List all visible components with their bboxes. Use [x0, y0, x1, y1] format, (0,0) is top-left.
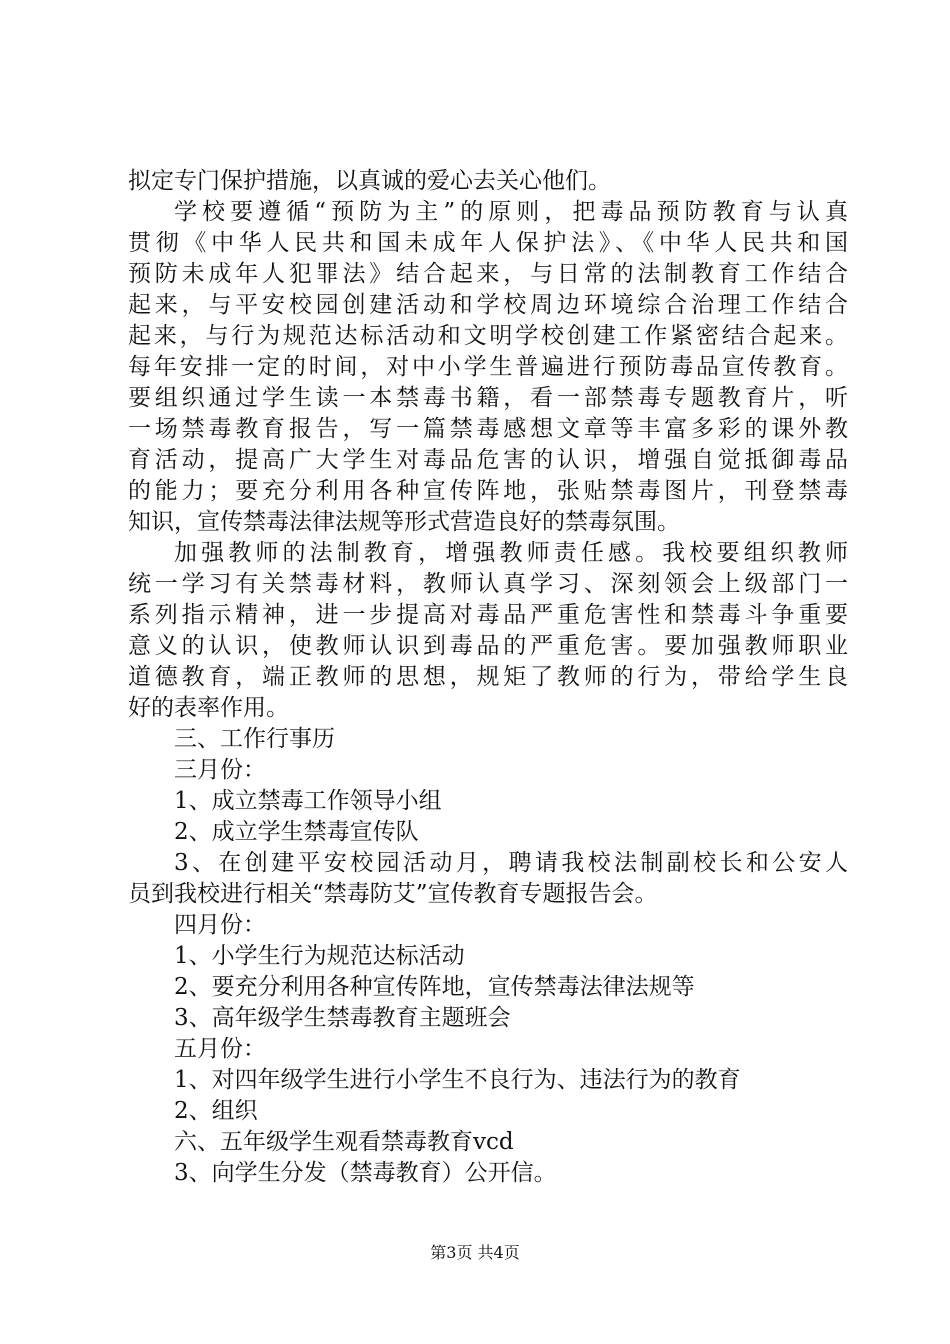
body-text — [128, 166, 848, 1189]
text-line: 要组织通过学生读一本禁毒书籍，看一部禁毒专题教育片，听 — [128, 385, 848, 411]
text-line: 好的表率作用。 — [128, 695, 289, 721]
text-line: 1、对四年级学生进行小学生不良行为、违法行为的教育 — [174, 1067, 741, 1093]
text-line: 四月份： — [174, 912, 266, 938]
text-line: 2、要充分利用各种宣传阵地，宣传禁毒法律法规等 — [174, 974, 695, 1000]
text-line: 拟定专门保护措施，以真诚的爱心去关心他们。 — [128, 168, 611, 194]
text-line: 1、成立禁毒工作领导小组 — [174, 788, 442, 814]
text-line: 学校要遵循“预防为主”的原则，把毒品预防教育与认真 — [174, 199, 848, 225]
text-line: 起来，与行为规范达标活动和文明学校创建工作紧密结合起来。 — [128, 323, 848, 349]
text-line: 3、高年级学生禁毒教育主题班会 — [174, 1005, 511, 1031]
text-line: 五月份： — [174, 1036, 266, 1062]
text-line: 3、向学生分发（禁毒教育）公开信。 — [174, 1160, 557, 1186]
text-line: 意义的认识，使教师认识到毒品的严重危害。要加强教师职业 — [128, 633, 848, 659]
text-line: 1、小学生行为规范达标活动 — [174, 943, 465, 969]
text-line: 加强教师的法制教育，增强教师责任感。我校要组织教师 — [174, 540, 848, 566]
text-line: 的能力；要充分利用各种宣传阵地，张贴禁毒图片，刊登禁毒 — [128, 478, 848, 504]
text-line: 系列指示精神，进一步提高对毒品严重危害性和禁毒斗争重要 — [128, 602, 848, 628]
text-line: 贯彻《中华人民共和国未成年人保护法》、《中华人民共和国 — [128, 230, 848, 256]
text-line: 统一学习有关禁毒材料，教师认真学习、深刻领会上级部门一 — [128, 571, 848, 597]
text-line: 预防未成年人犯罪法》结合起来，与日常的法制教育工作结合 — [128, 261, 848, 287]
text-line: 三、工作行事历 — [174, 726, 335, 752]
text-line: 六、五年级学生观看禁毒教育vcd — [174, 1129, 514, 1155]
text-line: 育活动，提高广大学生对毒品危害的认识，增强自觉抵御毒品 — [128, 447, 848, 473]
text-line: 一场禁毒教育报告，写一篇禁毒感想文章等丰富多彩的课外教 — [128, 416, 848, 442]
page-footer: 第3页 共4页 — [430, 1243, 520, 1262]
text-line: 3、在创建平安校园活动月，聘请我校法制副校长和公安人 — [174, 850, 848, 876]
text-line: 三月份： — [174, 757, 266, 783]
text-line: 知识，宣传禁毒法律法规等形式营造良好的禁毒氛围。 — [128, 509, 680, 535]
text-line: 2、成立学生禁毒宣传队 — [174, 819, 419, 845]
text-line: 2、组织 — [174, 1098, 258, 1124]
text-line: 起来，与平安校园创建活动和学校周边环境综合治理工作结合 — [128, 292, 848, 318]
text-line: 员到我校进行相关“禁毒防艾”宣传教育专题报告会。 — [128, 881, 658, 907]
text-line: 每年安排一定的时间，对中小学生普遍进行预防毒品宣传教育。 — [128, 354, 848, 380]
text-line: 道德教育，端正教师的思想，规矩了教师的行为，带给学生良 — [128, 664, 848, 690]
